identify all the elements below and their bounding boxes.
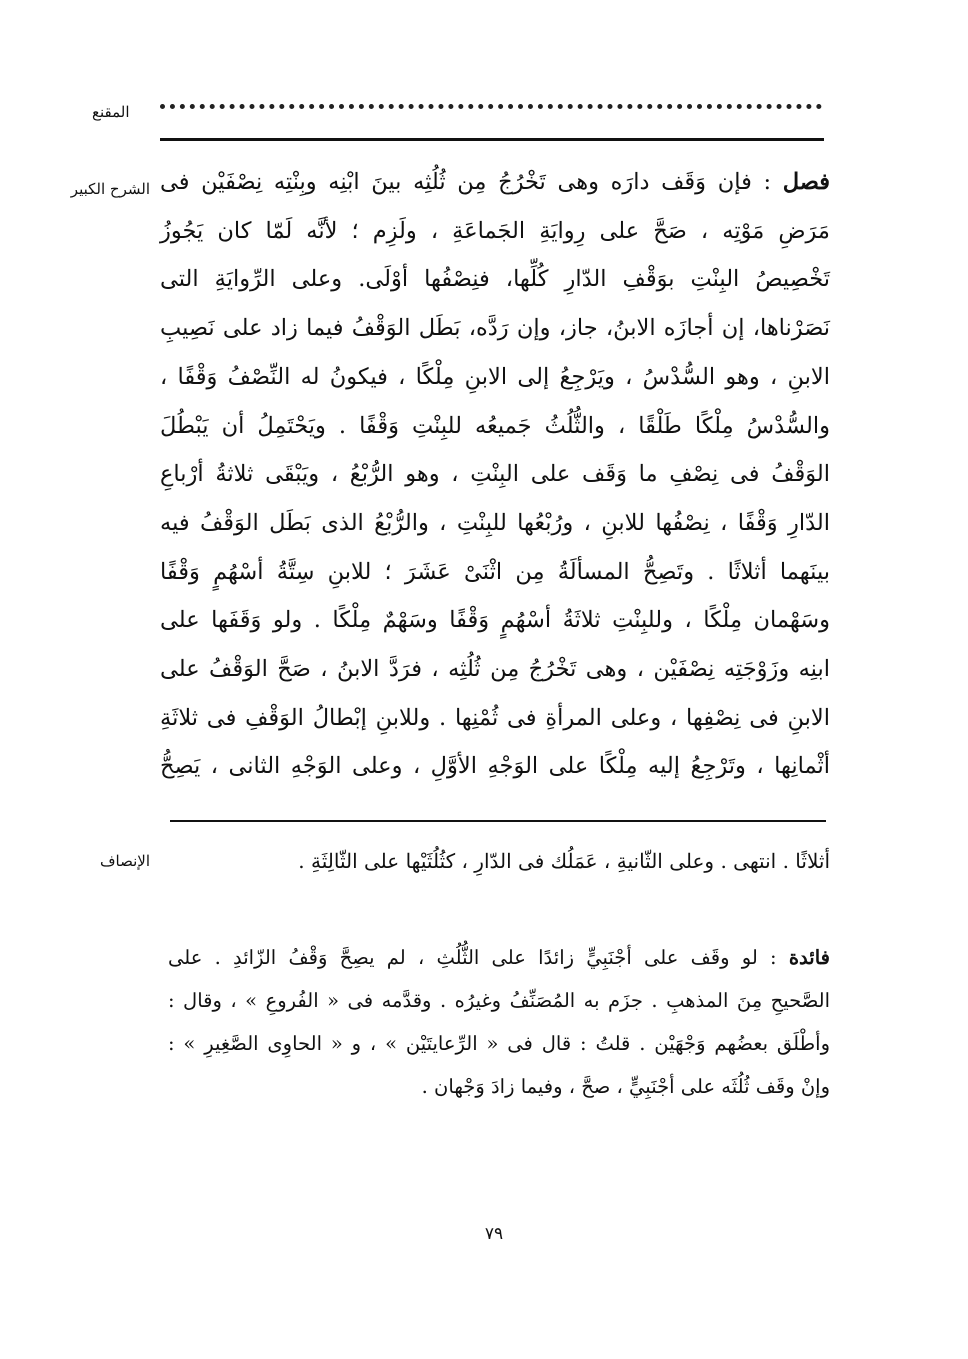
- header-rule: [160, 138, 824, 141]
- sharh-line: وسَهْمان مِلْكًا ، وللبِنْتِ ثلاثَةُ أسْهُمٍ وَقْفًا وسَهْمٌ مِلْكًا . ولو وَقَفَها على: [160, 607, 830, 634]
- faida-text-block: [168, 936, 830, 1108]
- faida-line: وأطْلَق بعضُهم وَجْهَيْن . قلتُ : قال فى « الرِّعايتَيْن » ، و « الحاوِى الصَّغِيرِ » :: [168, 1032, 830, 1055]
- sharh-line: تَخْصِيصُ البِنْتِ بوَقْفِ الدّارِ كُلِّها، فنِصْفُها أوْلَى. وعلى الرِّوايَةِ التى: [160, 266, 830, 293]
- sharh-line: الدّارِ وَقْفًا ، نِصْفُها للابنِ ، ورُبْعُها للبِنْتِ ، والرُّبْعُ الذى بَطَل الوَقْفُ فيه: [160, 509, 830, 536]
- sharh-line: [160, 158, 830, 207]
- sharh-line: مَرَضِ مَوْتِه ، صَحَّ على رِوايَةِ الجَماعَةِ ، ولَزِم ؛ لأنَّه لَمّا كان يَجُوزُ: [160, 217, 830, 244]
- sharh-line: أثْمانِها ، وتَرْجِعُ إليه مِلْكًا على الوَجْهِ الأوَّلِ ، وعلى الوَجْهِ الثانى ، يَصِحُّ: [160, 753, 830, 780]
- faida-line-text: : لو وقَف على أجْنَبِيٍّ زائدًا على الثُّلُثِ ، لم يصِحَّ وَقْفُ الزّائدِ . على: [168, 946, 777, 969]
- page-number: ٧٩: [484, 1224, 504, 1244]
- sharh-line: الابنِ فى نِصْفِها ، وعلى المرأةِ فى ثُمْنِها . وللابنِ إبْطالُ الوَقْفِ فى ثلاثَةِ: [160, 704, 830, 731]
- section-lead: فصل: [782, 169, 830, 195]
- sharh-line: بينَهما أثلاثًا . وتَصِحُّ المسألَةُ مِن اثْنَىْ عَشَرَ ؛ للابنِ سِتَّةُ أسْهُمٍ وَقْفًا: [160, 558, 830, 585]
- sharh-line: والسُّدْسُ مِلْكًا طَلْقًا ، والثُّلُثُ جَميعُه للبِنْتِ وَقْفًا . ويَحْتَمِلُ أن يَبْطُلَ: [160, 412, 830, 439]
- side-label-insaf: الإنصاف: [99, 852, 150, 870]
- faida-line: الصَّحيحِ مِنَ المذهبِ . جزَم به المُصَنِّفُ وغيرُه . وقدَّمه فى « الفُروعِ » ، وقال :: [168, 989, 830, 1012]
- sharh-line: ابنِه وزَوْجَتِه نِصْفَيْن ، وهى تَخْرُجُ مِن ثُلُثِه ، فرَدَّ الابنُ ، صَحَّ الوَقْفُ على: [160, 656, 830, 683]
- insaf-continuation: أثلاثًا . انتهى . وعلى الثّانيةِ ، عَمَلُك فى الدّارِ ، كثُلُثَيْها على الثّالِثَةِ .: [298, 849, 830, 873]
- faida-lead: فائدة: [788, 946, 830, 969]
- section-divider: [170, 820, 826, 822]
- header-book-label: المقنع: [92, 103, 130, 121]
- sharh-line: الابنِ ، وهو السُّدْسُ ، ويَرْجِعُ إلى الابنِ مِلْكًا ، فيكونُ له النِّصْفُ وَقْفًا ،: [160, 363, 830, 390]
- faida-line: وإنْ وقَف ثُلُثَه على أجْنَبِيٍّ ، صحَّ ، وفيما زادَ وَجْهان .: [421, 1075, 830, 1098]
- side-label-sharh: الشرح الكبير: [70, 180, 150, 198]
- sharh-line: الوَقْفُ فى نِصْفِ ما وَقَف على البِنْتِ ، وهو الرُّبْعُ ، ويَبْقَى ثلاثةُ أرْباعِ: [160, 461, 830, 488]
- faida-line: [168, 936, 830, 979]
- sharh-line: نَصَرْناها، إن أجازَه الابنُ، جاز، وإن رَدَّه، بَطَل الوَقْفُ فيما زاد على نَصِيبِ: [160, 315, 830, 342]
- header-dotted-rule: [160, 104, 822, 109]
- sharh-text-block: [160, 158, 830, 791]
- sharh-line-text: : فإن وَقَف دارَه وهى تَخْرُجُ مِن ثُلُثِه بينَ ابْنِه وبِنْتِه نِصْفَيْن فى: [160, 169, 772, 195]
